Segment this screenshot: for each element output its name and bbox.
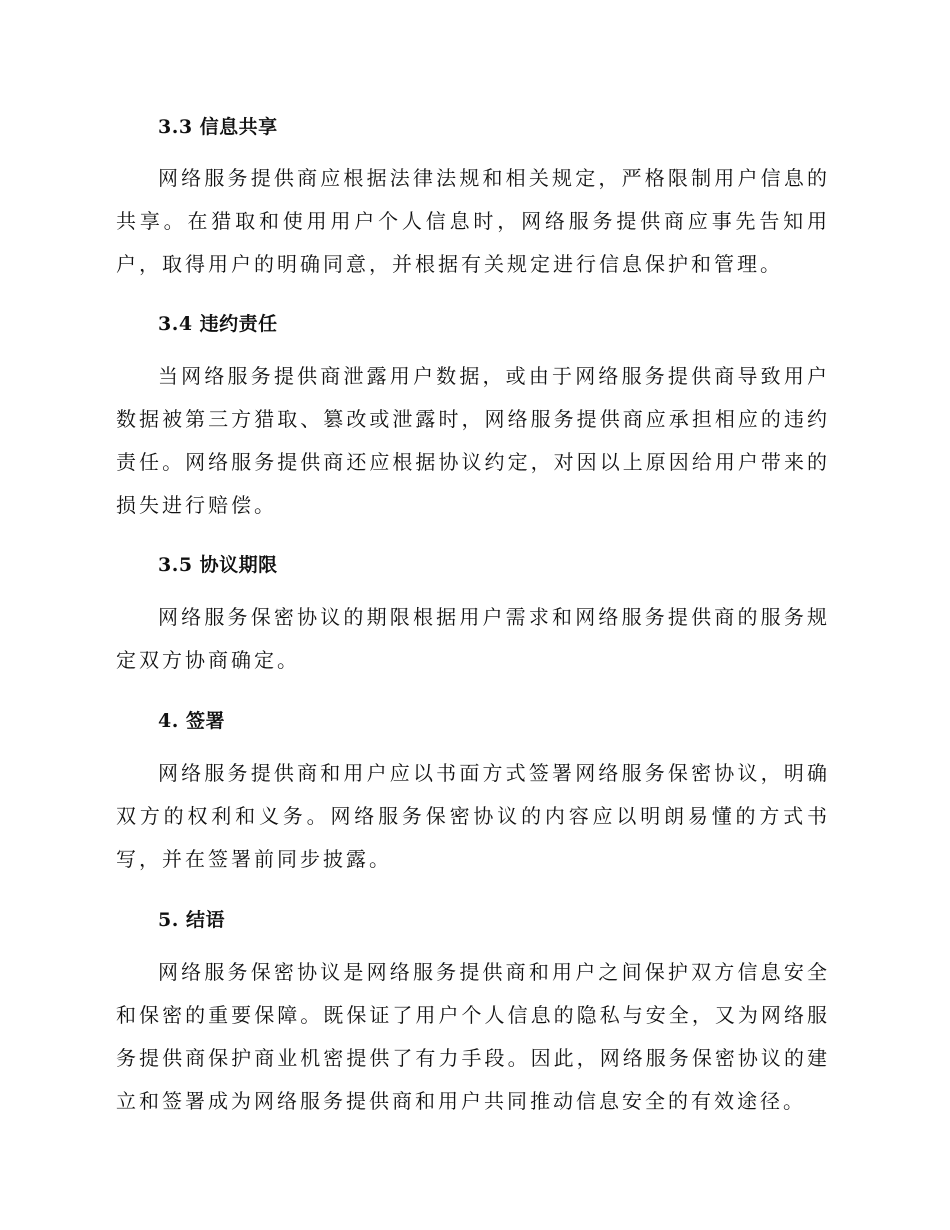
section-paragraph: 网络服务提供商应根据法律法规和相关规定，严格限制用户信息的共享。在猎取和使用用户个人信息时，网络服务提供商应事先告知用户，取得用户的明确同意，并根据有关规定进行信息保护和管理。 — [116, 166, 830, 276]
section-agreement-term — [116, 548, 830, 682]
section-heading: 3.3 信息共享 — [158, 116, 278, 138]
section-heading: 5. 结语 — [158, 909, 225, 931]
section-paragraph: 网络服务提供商和用户应以书面方式签署网络服务保密协议，明确双方的权利和义务。网络服务保密协议的内容应以明朗易懂的方式书写，并在签署前同步披露。 — [116, 761, 830, 871]
section-paragraph: 当网络服务提供商泄露用户数据，或由于网络服务提供商导致用户数据被第三方猎取、篡改或泄露时，网络服务提供商应承担相应的违约责任。网络服务提供商还应根据协议约定，对因以上原因给用户带来的损失进行赔偿。 — [116, 364, 830, 517]
section-signing — [116, 704, 830, 881]
section-heading: 3.5 协议期限 — [158, 554, 278, 576]
section-heading: 3.4 违约责任 — [158, 313, 278, 335]
section-breach-liability — [116, 307, 830, 527]
section-info-sharing — [116, 110, 830, 286]
section-conclusion — [116, 903, 830, 1123]
section-paragraph: 网络服务保密协议的期限根据用户需求和网络服务提供商的服务规定双方协商确定。 — [116, 605, 830, 672]
section-heading: 4. 签署 — [158, 710, 225, 732]
section-paragraph: 网络服务保密协议是网络服务提供商和用户之间保护双方信息安全和保密的重要保障。既保证了用户个人信息的隐私与安全，又为网络服务提供商保护商业机密提供了有力手段。因此，网络服务保密协议的建立和签署成为网络服务提供商和用户共同推动信息安全的有效途径。 — [116, 960, 830, 1113]
